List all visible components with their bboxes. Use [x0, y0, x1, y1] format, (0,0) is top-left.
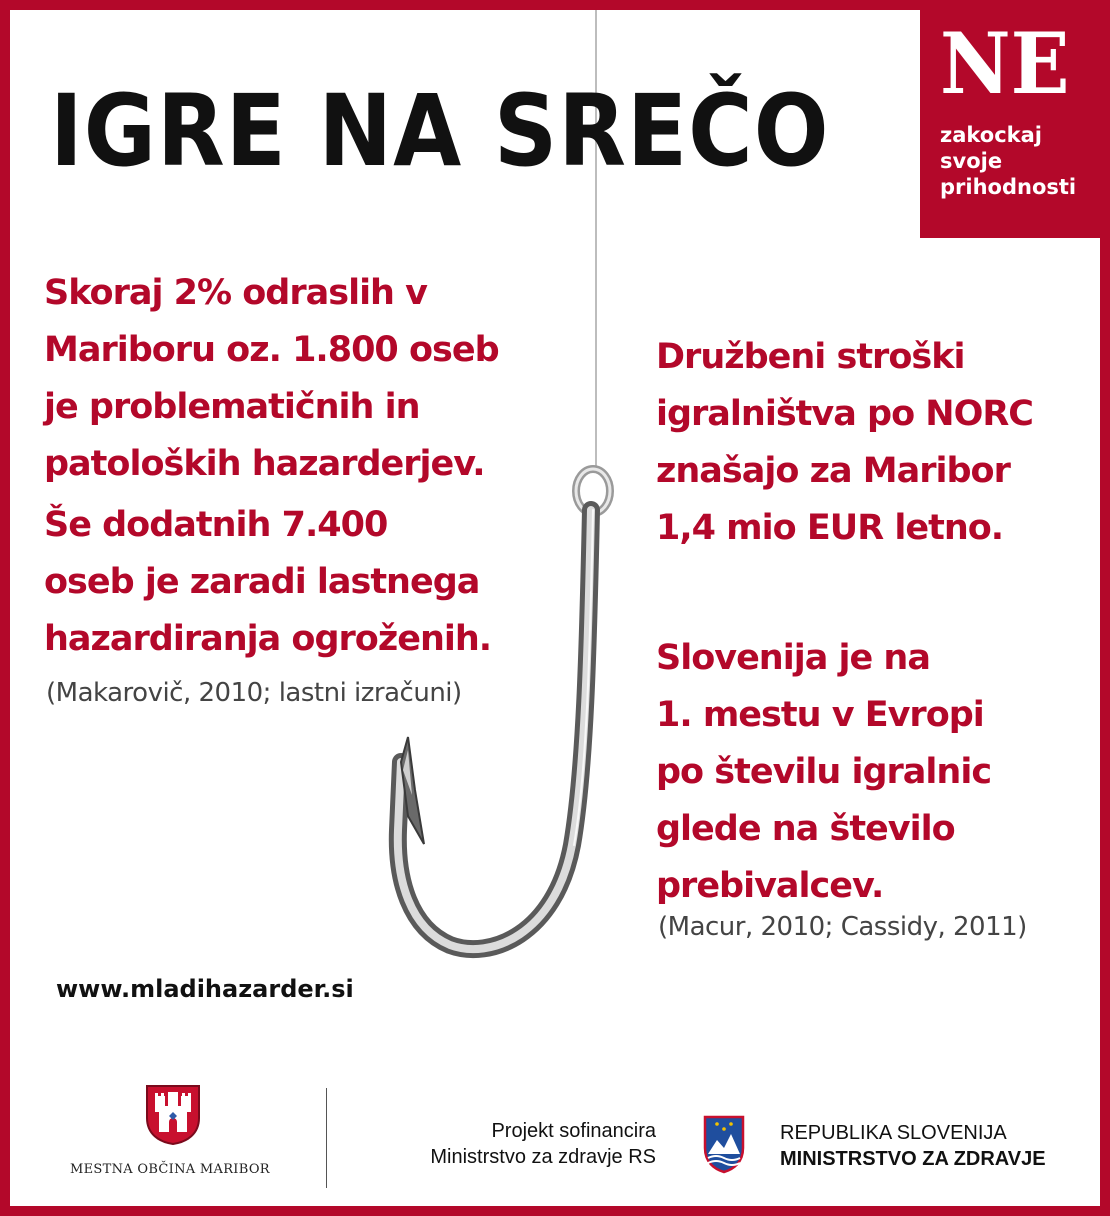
page-title: IGRE NA SREČO: [50, 73, 830, 189]
ministry-label: MINISTRSTVO ZA ZDRAVJE: [780, 1148, 1046, 1170]
text-line: hazardiranja ogroženih.: [44, 619, 492, 659]
footer-divider: [326, 1088, 327, 1188]
text-line: 1. mestu v Evropi: [656, 695, 984, 735]
badge-headline: NE: [940, 14, 1070, 113]
slovenia-coat-of-arms-icon: [702, 1114, 746, 1174]
text-line: igralništva po NORC: [656, 394, 1033, 434]
text-line: 1,4 mio EUR letno.: [656, 508, 1004, 548]
text-line: patoloških hazarderjev.: [44, 444, 485, 484]
cofunding-line: Projekt sofinancira: [491, 1120, 656, 1142]
text-line: po številu igralnic: [656, 752, 992, 792]
text-line: prebivalcev.: [656, 866, 884, 906]
right-citation: (Macur, 2010; Cassidy, 2011): [658, 912, 1027, 942]
left-stat-at-risk: [44, 497, 491, 668]
badge-line: prihodnosti: [940, 174, 1077, 199]
text-line: oseb je zaradi lastnega: [44, 562, 480, 602]
right-stat-social-costs: [656, 329, 1033, 557]
text-line: glede na število: [656, 809, 955, 849]
text-line: Mariboru oz. 1.800 oseb: [44, 330, 499, 370]
website-link[interactable]: www.mladihazarder.si: [56, 975, 354, 1003]
cofunding-line: Ministrstvo za zdravje RS: [430, 1146, 656, 1168]
text-line: Še dodatnih 7.400: [44, 505, 388, 545]
badge-tagline: [940, 122, 1100, 200]
text-line: je problematičnih in: [44, 387, 420, 427]
right-stat-casinos: [656, 630, 991, 915]
maribor-label: MESTNA OBČINA MARIBOR: [70, 1162, 270, 1177]
republic-ministry-text: [780, 1120, 1046, 1172]
left-citation: (Makarovič, 2010; lastni izračuni): [46, 678, 462, 708]
badge-line: svoje: [940, 148, 1003, 173]
badge-line: zakockaj: [940, 122, 1043, 147]
slogan-badge: [920, 10, 1100, 238]
republic-label: REPUBLIKA SLOVENIJA: [780, 1122, 1007, 1144]
text-line: Slovenija je na: [656, 638, 930, 678]
cofunding-text: [400, 1118, 656, 1170]
text-line: Skoraj 2% odraslih v: [44, 273, 427, 313]
text-line: Družbeni stroški: [656, 337, 965, 377]
maribor-coat-of-arms-icon: [143, 1082, 203, 1146]
text-line: znašajo za Maribor: [656, 451, 1010, 491]
left-stat-adults: [44, 265, 499, 493]
